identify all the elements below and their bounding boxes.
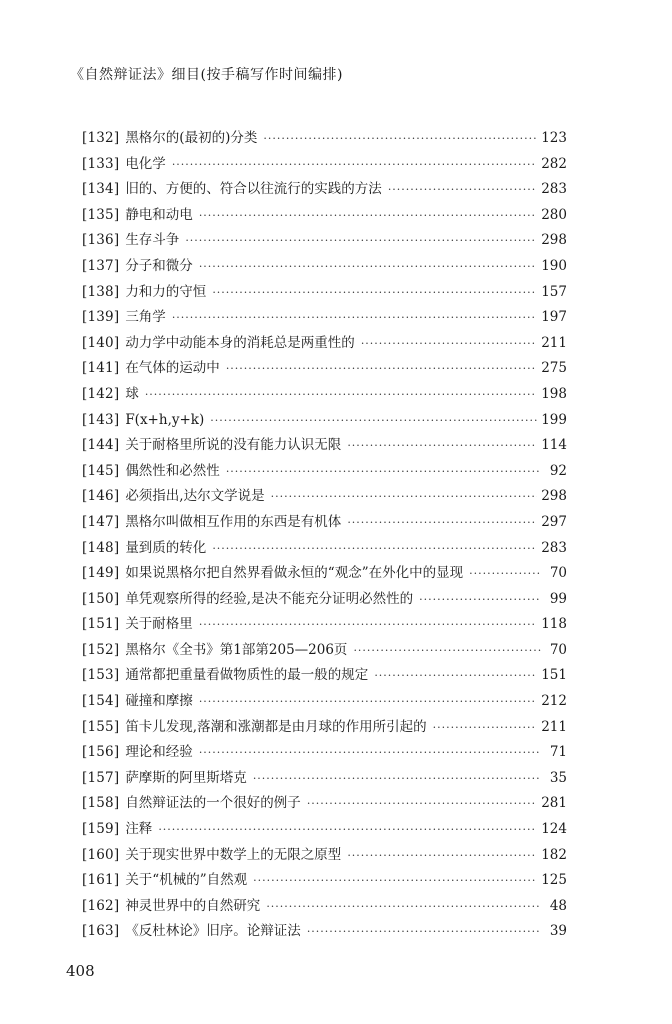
entry-page-number: 125 [541, 872, 567, 889]
toc-entry [82, 536, 567, 562]
running-header: 《自然辩证法》细目(按手稿写作时间编排) [70, 67, 343, 83]
entry-number: [152] [82, 641, 120, 658]
entry-page-number: 283 [541, 539, 567, 556]
entry-title: 球 [125, 385, 139, 402]
entry-number: [139] [82, 309, 120, 326]
entry-title: F(x+h,y+k) [125, 411, 205, 428]
entry-page-number: 118 [541, 616, 567, 633]
entry-page-number: 298 [541, 488, 567, 505]
dot-leader [199, 203, 537, 229]
entry-number: [149] [82, 565, 120, 582]
entry-page-number: 282 [541, 155, 567, 172]
entry-title: 萨摩斯的阿里斯塔克 [125, 769, 247, 786]
entry-page-number: 157 [541, 283, 567, 300]
entry-page-number: 70 [549, 565, 567, 582]
entry-page-number: 114 [541, 437, 567, 454]
entry-title: 偶然性和必然性 [125, 462, 220, 479]
entry-number: [144] [82, 437, 120, 454]
entry-title: 关于耐格里 [125, 616, 193, 633]
entry-page-number: 298 [541, 232, 567, 249]
entry-number: [140] [82, 334, 120, 351]
entry-title: 必须指出,达尔文学说是 [125, 488, 265, 505]
entry-page-number: 124 [541, 821, 567, 838]
entry-title: 静电和动电 [125, 206, 193, 223]
toc-entry [82, 331, 567, 357]
toc-entry [82, 152, 567, 178]
dot-leader [307, 919, 541, 945]
entry-page-number: 280 [541, 206, 567, 223]
dot-leader [266, 894, 541, 920]
entry-number: [153] [82, 667, 120, 684]
entry-number: [161] [82, 872, 120, 889]
entry-title: 黑格尔的(最初的)分类 [125, 130, 258, 146]
entry-page-number: 212 [541, 693, 567, 710]
entry-title: 生存斗争 [125, 232, 180, 249]
entry-title: 旧的、方便的、符合以往流行的实践的方法 [125, 181, 382, 198]
entry-number: [134] [82, 181, 120, 198]
toc-entry [82, 203, 567, 229]
entry-page-number: 48 [549, 897, 567, 914]
toc-entry [82, 689, 567, 715]
entry-page-number: 275 [541, 360, 567, 377]
entry-title: 黑格尔《全书》第1部第205—206页 [125, 641, 348, 658]
entry-number: [138] [82, 283, 120, 300]
entry-number: [158] [82, 795, 120, 812]
dot-leader [253, 766, 541, 792]
entry-title: 在气体的运动中 [125, 360, 220, 377]
dot-leader [374, 663, 537, 689]
toc-entry [82, 817, 567, 843]
dot-leader [253, 868, 537, 894]
toc-entry [82, 254, 567, 280]
dot-leader [271, 484, 538, 510]
entry-title: 理论和经验 [125, 744, 193, 761]
toc-entry [82, 356, 567, 382]
entry-title: 《反杜林论》旧序。论辩证法 [125, 923, 301, 940]
entry-number: [163] [82, 923, 120, 940]
toc-entry [82, 843, 567, 869]
toc-entry [82, 177, 567, 203]
dot-leader [307, 791, 537, 817]
dot-leader [199, 689, 537, 715]
toc-entry [82, 459, 567, 485]
dot-leader [210, 408, 537, 434]
dot-leader [185, 228, 537, 254]
dot-leader [388, 177, 537, 203]
toc-entry [82, 433, 567, 459]
entry-number: [150] [82, 590, 120, 607]
entry-title: 笛卡儿发现,落潮和涨潮都是由月球的作用所引起的 [125, 718, 427, 735]
dot-leader [199, 254, 537, 280]
entry-page-number: 199 [541, 411, 567, 428]
entry-title: 碰撞和摩擦 [125, 693, 193, 710]
toc-entry [82, 382, 567, 408]
dot-leader [172, 305, 537, 331]
entry-title: 力和力的守恒 [125, 283, 207, 300]
entry-page-number: 35 [549, 769, 567, 786]
entry-title: 关于现实世界中数学上的无限之原型 [125, 846, 342, 863]
entry-page-number: 281 [541, 795, 567, 812]
toc-entry [82, 510, 567, 536]
entry-number: [142] [82, 385, 120, 402]
entry-page-number: 197 [541, 309, 567, 326]
entry-page-number: 198 [541, 385, 567, 402]
entry-title: 单凭观察所得的经验,是决不能充分证明必然性的 [125, 590, 414, 607]
entry-number: [137] [82, 257, 120, 274]
entry-page-number: 182 [541, 846, 567, 863]
entry-number: [156] [82, 744, 120, 761]
toc-entry [82, 766, 567, 792]
entry-number: [136] [82, 232, 120, 249]
dot-leader [361, 331, 537, 357]
toc-entry [82, 919, 567, 945]
dot-leader [199, 612, 537, 638]
entry-title: 量到质的转化 [125, 539, 207, 556]
toc-entry [82, 791, 567, 817]
entry-page-number: 211 [541, 334, 567, 351]
entry-number: [157] [82, 769, 120, 786]
entry-title: 神灵世界中的自然研究 [125, 897, 261, 914]
dot-leader [347, 433, 537, 459]
entry-title: 注释 [125, 821, 153, 838]
toc-entry [82, 484, 567, 510]
toc-entry [82, 740, 567, 766]
entry-page-number: 190 [541, 257, 567, 274]
toc-entry [82, 126, 567, 152]
dot-leader [158, 817, 537, 843]
entry-title: 分子和微分 [125, 257, 193, 274]
entry-title: 动力学中动能本身的消耗总是两重性的 [125, 334, 355, 351]
entry-page-number: 71 [549, 744, 567, 761]
entry-title: 电化学 [125, 155, 166, 172]
entry-title: 自然辩证法的一个很好的例子 [125, 795, 301, 812]
toc-entry [82, 561, 567, 587]
entry-number: [146] [82, 488, 120, 505]
toc-entry [82, 408, 567, 434]
entry-number: [151] [82, 616, 120, 633]
toc-entry [82, 305, 567, 331]
entry-title: 如果说黑格尔把自然界看做永恒的“观念”在外化中的显现 [125, 565, 464, 582]
page-number: 408 [66, 962, 95, 980]
entry-page-number: 70 [549, 641, 567, 658]
dot-leader [263, 126, 537, 152]
entry-title: 三角学 [125, 309, 166, 326]
entry-title: 关于“机械的”自然观 [125, 872, 248, 889]
entry-number: [159] [82, 821, 120, 838]
toc-entry [82, 715, 567, 741]
dot-leader [353, 638, 541, 664]
dot-leader [419, 587, 541, 613]
toc-entry [82, 638, 567, 664]
entry-number: [147] [82, 513, 120, 530]
entry-number: [133] [82, 155, 120, 172]
dot-leader [226, 356, 537, 382]
dot-leader [212, 280, 537, 306]
entry-page-number: 297 [541, 513, 567, 530]
entry-title: 关于耐格里所说的没有能力认识无限 [125, 437, 342, 454]
entry-page-number: 99 [549, 590, 567, 607]
entry-number: [148] [82, 539, 120, 556]
dot-leader [226, 459, 541, 485]
toc-entry [82, 663, 567, 689]
dot-leader [433, 715, 538, 741]
toc-entry [82, 280, 567, 306]
entry-page-number: 123 [541, 130, 567, 146]
entry-page-number: 39 [549, 923, 567, 940]
entry-number: [141] [82, 360, 120, 377]
toc-entry [82, 894, 567, 920]
dot-leader [199, 740, 541, 766]
entry-number: [135] [82, 206, 120, 223]
entry-title: 黑格尔叫做相互作用的东西是有机体 [125, 513, 342, 530]
entry-page-number: 211 [541, 718, 567, 735]
entry-number: [132] [82, 130, 120, 146]
entry-number: [145] [82, 462, 120, 479]
entry-number: [155] [82, 718, 120, 735]
dot-leader [172, 152, 537, 178]
entry-number: [143] [82, 411, 120, 428]
entry-page-number: 151 [541, 667, 567, 684]
table-of-contents [82, 126, 567, 945]
dot-leader [469, 561, 541, 587]
toc-entry [82, 228, 567, 254]
toc-entry [82, 587, 567, 613]
entry-number: [162] [82, 897, 120, 914]
toc-entry [82, 612, 567, 638]
entry-number: [154] [82, 693, 120, 710]
entry-page-number: 283 [541, 181, 567, 198]
dot-leader [212, 536, 537, 562]
dot-leader [347, 510, 537, 536]
dot-leader [145, 382, 537, 408]
entry-title: 通常都把重量看做物质性的最一般的规定 [125, 667, 369, 684]
dot-leader [347, 843, 537, 869]
entry-number: [160] [82, 846, 120, 863]
entry-page-number: 92 [549, 462, 567, 479]
toc-entry [82, 868, 567, 894]
